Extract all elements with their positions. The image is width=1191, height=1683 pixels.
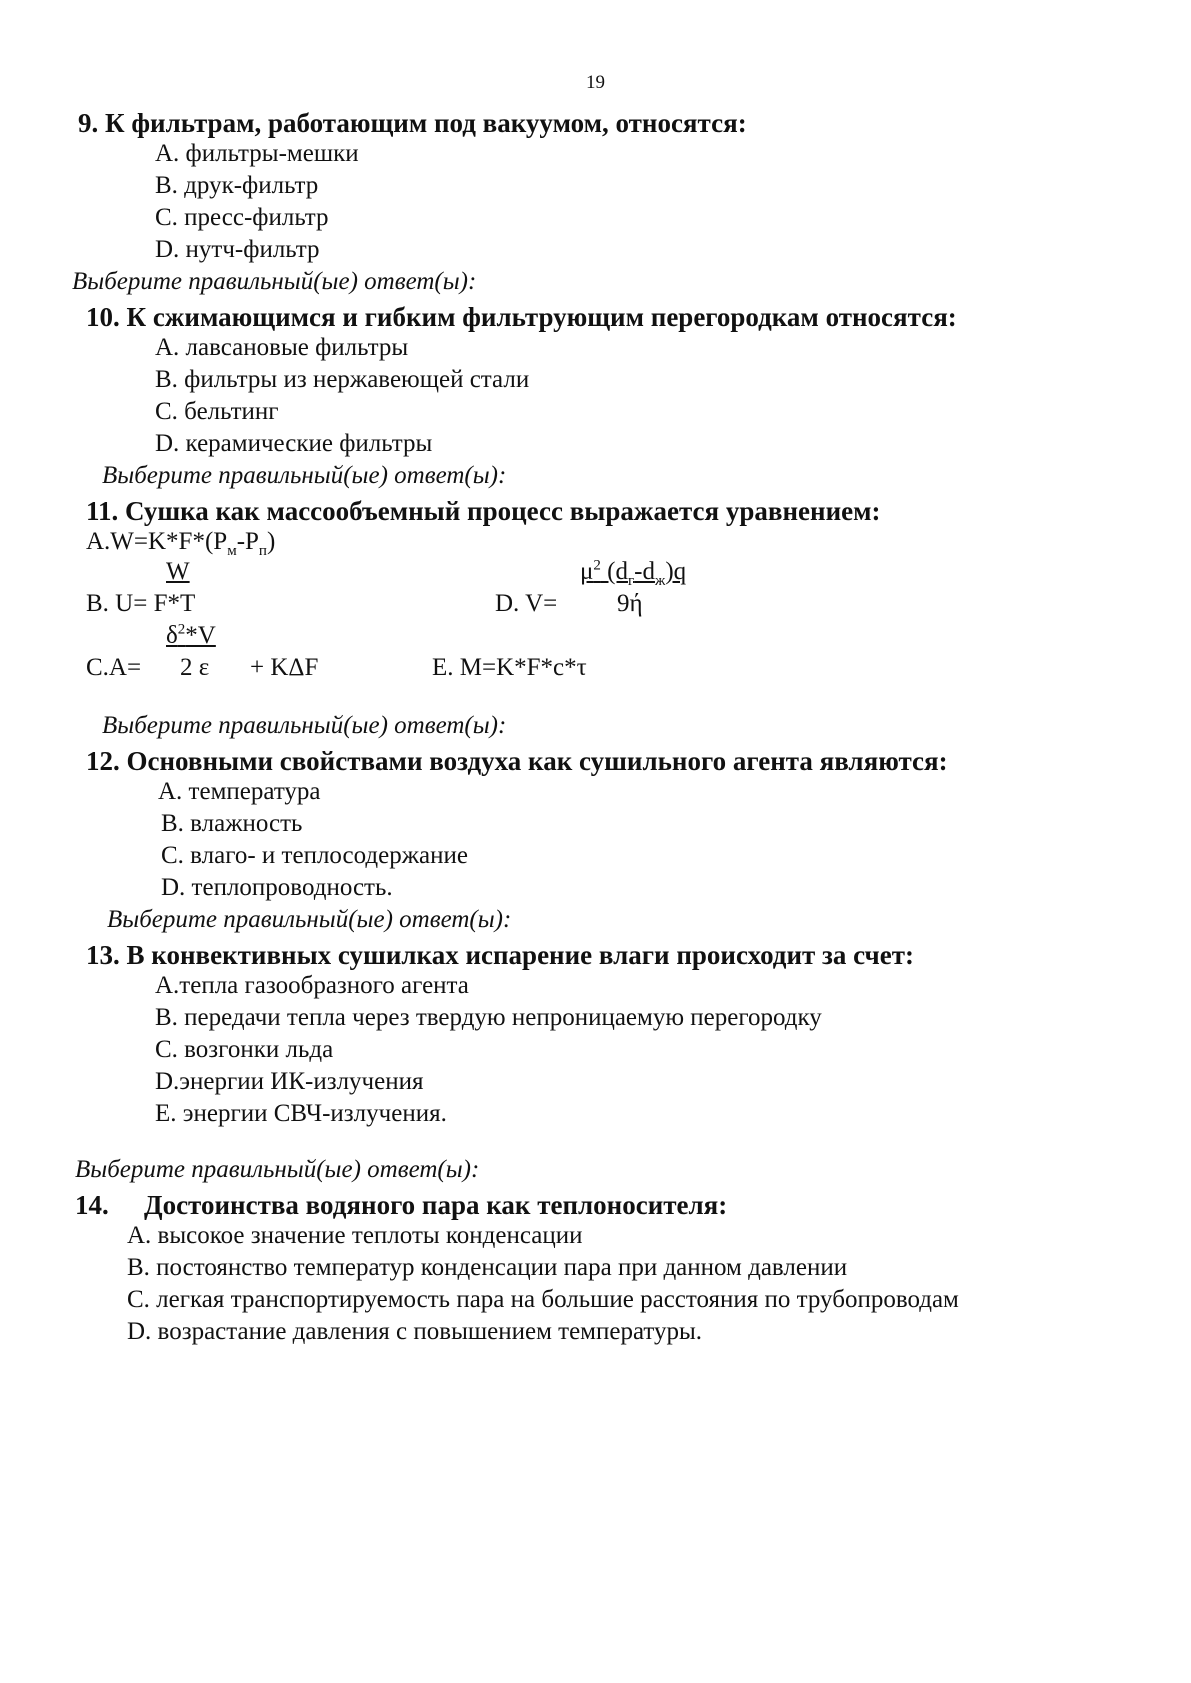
question-10-option-b: B. фильтры из нержавеющей стали — [155, 366, 530, 393]
question-10-option-c: C. бельтинг — [155, 398, 279, 425]
formula-c-tail: + KΔF — [250, 654, 319, 681]
question-14-title: Достоинства водяного пара как теплоносителя: — [144, 1190, 728, 1220]
question-14-option-a: A. высокое значение теплоты конденсации — [127, 1222, 583, 1249]
question-12-option-b: B. влажность — [161, 810, 303, 837]
formula-d-denominator: 9ή — [617, 590, 643, 617]
question-9-option-c: C. пресс-фильтр — [155, 204, 329, 231]
question-14-number: 14. — [75, 1190, 109, 1220]
question-10-option-d: D. керамические фильтры — [155, 430, 433, 457]
question-9-option-b: B. друк-фильтр — [155, 172, 319, 199]
question-12-option-a: A. температура — [158, 778, 321, 805]
question-9-option-d: D. нутч-фильтр — [155, 236, 320, 263]
question-13-option-d: D.энергии ИК-излучения — [155, 1068, 424, 1095]
question-12-option-c: C. влаго- и теплосодержание — [161, 842, 468, 869]
instruction-5: Выберите правильный(ые) ответ(ы): — [75, 1156, 480, 1183]
question-10-title: 10. К сжимающимся и гибким фильтрующим перегородкам относятся: — [86, 302, 957, 332]
page-number: 19 — [586, 72, 605, 93]
formula-b-numerator: W — [166, 558, 190, 585]
question-11-title: 11. Сушка как массообъемный процесс выражается уравнением: — [86, 496, 881, 526]
question-9-option-a: A. фильтры-мешки — [155, 140, 359, 167]
question-9-title: 9. К фильтрам, работающим под вакуумом, относятся: — [78, 108, 747, 138]
instruction-4: Выберите правильный(ые) ответ(ы): — [107, 906, 512, 933]
question-10-option-a: A. лавсановые фильтры — [155, 334, 409, 361]
question-14-option-c: C. легкая транспортируемость пара на большие расстояния по трубопроводам — [127, 1286, 959, 1313]
formula-c: C.A= — [86, 654, 142, 681]
question-13-option-c: C. возгонки льда — [155, 1036, 334, 1063]
question-12-option-d: D. теплопроводность. — [161, 874, 393, 901]
instruction-1: Выберите правильный(ые) ответ(ы): — [72, 268, 477, 295]
formula-b: B. U= F*T — [86, 590, 196, 617]
instruction-3: Выберите правильный(ые) ответ(ы): — [102, 712, 507, 739]
formula-e: E. M=K*F*c*τ — [432, 654, 587, 681]
question-12-title: 12. Основными свойствами воздуха как сушильного агента являются: — [86, 746, 948, 776]
question-13-option-b: B. передачи тепла через твердую непроницаемую перегородку — [155, 1004, 822, 1031]
formula-d-numerator: $\mu^2$ $(d_г-d_ж)q$ — [580, 557, 687, 589]
question-13-option-a: A.тепла газообразного агента — [155, 972, 469, 999]
question-14-option-d: D. возрастание давления с повышением температуры. — [127, 1318, 703, 1345]
formula-a: $A.W=K*F*(P_м-P_п)$ — [86, 528, 276, 559]
formula-c-denominator: 2 ε — [180, 654, 210, 681]
question-13-title: 13. В конвективных сушилках испарение влаги происходит за счет: — [86, 940, 915, 970]
formula-d: D. V= — [495, 590, 558, 617]
question-14-option-b: B. постоянство температур конденсации пара при данном давлении — [127, 1254, 848, 1281]
instruction-2: Выберите правильный(ые) ответ(ы): — [102, 462, 507, 489]
formula-c-numerator: $\delta^2*V$ — [166, 621, 216, 649]
question-13-option-e: E. энергии СВЧ-излучения. — [155, 1100, 447, 1127]
